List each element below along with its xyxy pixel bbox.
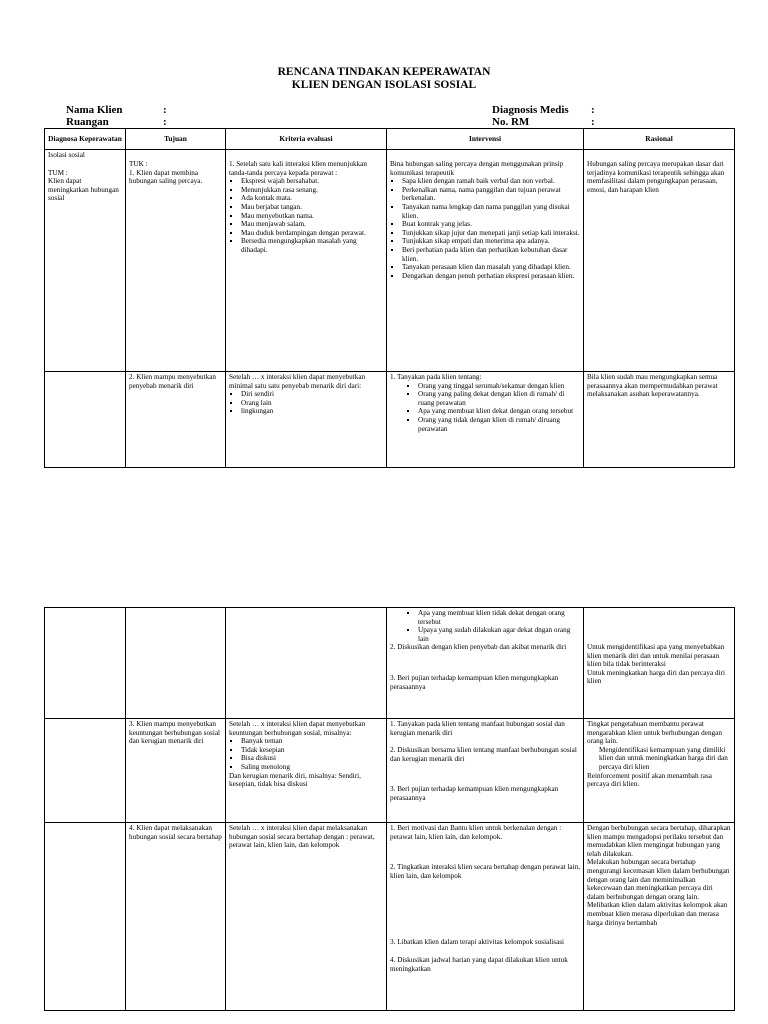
table-row	[45, 608, 735, 719]
list-item: ▪ Tidak kesepian	[241, 746, 383, 755]
kriteria-list	[229, 737, 383, 771]
spacer	[129, 151, 222, 160]
list-item: ▪ Tanyakan perasaan klien dan masalah yang dihadapi klien.	[402, 263, 580, 272]
diagnosa-text: Isolasi sosial	[48, 151, 85, 159]
intervensi-step: 3. Beri pujian terhadap kemampuan klien mengungkapkan perasaannya	[390, 673, 559, 691]
label-nama-klien: Nama Klien	[66, 104, 123, 116]
list-item: ▪ Upaya yang sudah dilakukan agar dekat dngan orang lain	[418, 626, 580, 643]
spacer	[390, 737, 580, 746]
list-item: ▪ Tunjukkan sikap empati dan menerima apa adanya.	[402, 237, 580, 246]
list-item: ▪ Bisa diskusi	[241, 754, 383, 763]
list-item: ▪ Bersedia mengungkapkan masalah yang dihadapi.	[241, 237, 383, 254]
tum-text: Klien dapat meningkatkan hubungan sosial	[48, 177, 119, 203]
rasional-text: Hubungan saling percaya merupakan dasar dari terjadinya komunikasi terapeutik sehingga akan memfasilitasi dalam pengungkapan perasaan, emosi, dan harapan klien	[587, 160, 725, 194]
rasional-cell	[584, 372, 735, 468]
list-item: ▪ Orang yang tidak dengan klien di rumah/ diruang perawatan	[418, 416, 580, 433]
list-item: ▪ Beri perhatian pada klien dan perhatikan kebutuhan dasar klien.	[402, 246, 580, 263]
header-tujuan: Tujuan	[126, 129, 226, 150]
list-item: ▪ Orang lain	[241, 399, 383, 408]
tuk-label: TUK :	[129, 160, 148, 168]
intervensi-cell	[387, 372, 584, 468]
kriteria-cell	[226, 823, 387, 1011]
list-item: ▪ Orang yang paling dekat dengan klien di rumah/ di ruang perawatan	[418, 390, 580, 407]
table-row	[45, 719, 735, 823]
rasional-text: Bila klien sudah mau mengungkapkan semua perasaannya akan mempermudahkan perawat melaksanakan asuhan keperawatannya.	[587, 373, 718, 399]
intervensi-step: 4. Diskusikan jadwal harian yang dapat dilakukan klien untuk meningkatkan	[390, 955, 568, 973]
tujuan-text: 3. Klien mampu menyebutkan keuntungan berhubungan sosial dan kerugian menarik diri	[129, 720, 221, 746]
list-item: ▪ Diri sendiri	[241, 390, 383, 399]
spacer	[390, 763, 580, 785]
intervensi-step: 3. Libatkan klien dalam terapi aktivitas kelompok sosialisasi	[390, 938, 565, 947]
intervensi-step: 1. Beri motivasi dan Bantu klien untuk berkenalan dengan : perawat lain, klien lain, dan kelompok.	[390, 824, 562, 841]
kriteria-text: Setelah … x interaksi klien dapat melaksanakan hubungan sosial secara bertahap dengan : perawat, perawat lain, klien lain, dan kelompok	[229, 824, 375, 850]
intervensi-cell	[387, 719, 584, 823]
list-item: ▪ Buat kontrak yang jelas.	[402, 220, 580, 229]
rasional-text: Untuk meningkatkan harga diri dan percaya diri klien	[587, 668, 725, 686]
list-item: ▪ Mau duduk berdampingan dengan perawat.	[241, 229, 383, 238]
kriteria-cell	[226, 372, 387, 468]
rasional-text: Reinforcement positif akan menambah rasa percaya diri klien.	[587, 771, 712, 789]
rasional-cell	[584, 150, 735, 372]
list-item: ▪ Apa yang membuat klien dekat dengan orang tersebut	[418, 407, 580, 416]
spacer	[390, 947, 580, 956]
list-item: ▪ Mau menjawab salam.	[241, 220, 383, 229]
list-item: ▪ Apa yang membuat klien tidak dekat dengan orang tersebut	[418, 609, 580, 626]
tujuan-cell	[126, 608, 226, 719]
table-row	[45, 823, 735, 1011]
table-row	[45, 372, 735, 468]
spacer	[390, 652, 580, 674]
intervensi-cell	[387, 150, 584, 372]
care-plan-table-page1	[44, 128, 735, 468]
intervensi-step: 2. Tingkatkan interaksi klien secara bertahap dengan perawat lain, klien lain, dan kelompok	[390, 863, 581, 880]
table-header-row	[45, 129, 735, 150]
rasional-cell	[584, 719, 735, 823]
rasional-text: Melibatkan klien dalam aktivitas kelompok akan membuat klien merasa diperlukan dan merasa harga dirinya bertambah	[587, 901, 728, 927]
colon: :	[591, 116, 595, 128]
spacer	[390, 151, 580, 160]
list-item: ▪ Mau berjabat tangan.	[241, 203, 383, 212]
diagnosa-cell	[45, 608, 126, 719]
list-item: ▪ Saling menolong	[241, 763, 383, 772]
rasional-cell	[584, 823, 735, 1011]
kriteria-outro: Dan kerugian menarik diri, misalnya: Sendiri, kesepian, tidak bisa diskusi	[229, 771, 361, 789]
diagnosa-cell	[45, 823, 126, 1011]
kriteria-intro: Setelah … x interaksi klien dapat menyebutkan keuntungan berhubungan sosial, misalnya:	[229, 720, 366, 737]
diagnosa-cell	[45, 372, 126, 468]
table-row	[45, 150, 735, 372]
intervensi-list	[390, 177, 580, 280]
kriteria-list	[229, 390, 383, 416]
spacer	[587, 151, 731, 160]
tujuan-cell	[126, 719, 226, 823]
tujuan-text: 2. Klien mampu menyebutkan penyebab menarik diri	[129, 373, 217, 390]
tum-label: TUM :	[48, 168, 68, 177]
colon: :	[591, 104, 595, 116]
list-item: ▪ Perkenalkan nama, nama panggilan dan tujuan perawat berkenalan.	[402, 186, 580, 203]
list-item: ▪ Menunjukkan rasa senang.	[241, 186, 383, 195]
label-diagnosis-medis: Diagnosis Medis	[492, 104, 569, 116]
intervensi-list	[390, 382, 580, 434]
intervensi-intro: 1. Tanyakan pada klien tentang:	[390, 373, 482, 381]
intervensi-step: 2. Diskusikan dengan klien penyebab dan akibat menarik diri	[390, 643, 567, 652]
diagnosa-cell	[45, 150, 126, 372]
kriteria-cell	[226, 608, 387, 719]
spacer	[390, 841, 580, 863]
header-kriteria: Kriteria evaluasi	[226, 129, 387, 150]
label-no-rm: No. RM	[492, 116, 530, 128]
rasional-text: Tingkat pengetahuan membantu perawat mengarahkan klien untuk berhubungan dengan orang lain.	[587, 720, 722, 746]
document-title: RENCANA TINDAKAN KEPERAWATAN	[277, 66, 491, 78]
spacer	[48, 160, 122, 169]
document-subtitle: KLIEN DENGAN ISOLASI SOSIAL	[291, 79, 477, 91]
list-item: ▪ Ekspresi wajah bersahabat.	[241, 177, 383, 186]
header-intervensi: Intervensi	[387, 129, 584, 150]
list-item: ▪ Dengarkan dengan penuh perhatian ekspresi perasaan klien.	[402, 272, 580, 281]
list-item: ▪ Orang yang tinggal serumah/sekamar dengan klien	[418, 382, 580, 391]
care-plan-table-page2	[44, 607, 735, 1011]
kriteria-intro: 1. Setelah satu kali interaksi klien menunjukkan tanda-tanda percaya kepada perawat :	[229, 160, 367, 177]
kriteria-intro: Setelah … x interaksi klien dapat menyebutkan minimal satu satu penyebab menarik diri dari:	[229, 373, 366, 390]
tujuan-cell	[126, 150, 226, 372]
kriteria-list	[229, 177, 383, 254]
intervensi-cell	[387, 608, 584, 719]
rasional-text: Untuk mengidentifikasi apa yang menyebabkan klien menarik diri dan untuk menilai perasaan klien bila tidak berinteraksi	[587, 643, 725, 669]
spacer	[229, 151, 383, 160]
list-item: ▪ Mau menyebutkan nama.	[241, 212, 383, 221]
intervensi-step: 2. Diskusikan bersama klien tentang manfaat berhubungan sosial dan kerugian menarik diri	[390, 746, 577, 763]
tujuan-cell	[126, 823, 226, 1011]
rasional-cell	[584, 608, 735, 719]
intervensi-intro: Bina hubungan saling percaya dengan menggunakan prinsip komunikasi terapeutik	[390, 160, 564, 177]
header-rasional: Rasional	[584, 129, 735, 150]
rasional-text: Dengan berhubungan secara bertahap, diharapkan klien mampu mengadopsi perilaku tersebut dan memudahkan klien mengingat hubungan yang telah dilakukan.	[587, 824, 731, 858]
list-item: ▪ Tanyakan nama lengkap dan nama panggilan yang disukai klien.	[402, 203, 580, 220]
label-ruangan: Ruangan	[66, 116, 109, 128]
intervensi-cell	[387, 823, 584, 1011]
intervensi-list	[390, 609, 580, 643]
tujuan-text: 1. Klien dapat membina hubungan saling percaya.	[129, 168, 203, 186]
diagnosa-cell	[45, 719, 126, 823]
list-item: ▪ Sapa klien dengan ramah baik verbal dan non verbal.	[402, 177, 580, 186]
tujuan-text: 4. Klien dapat melaksanakan hubungan sosial secara bertahap	[129, 824, 222, 841]
list-item: ▪ Ada kontak mata.	[241, 194, 383, 203]
list-item: ▪ lingkungan	[241, 407, 383, 416]
spacer	[390, 880, 580, 938]
intervensi-step: 1. Tanyakan pada klien tentang manfaat hubungan sosial dan kerugian menarik diri	[390, 720, 565, 737]
colon: :	[163, 116, 167, 128]
rasional-text: Mengidentifikasi kemampuan yang dimiliki klien dan untuk meningkatkan harga diri dan percaya diri klien	[599, 745, 728, 771]
tujuan-cell	[126, 372, 226, 468]
spacer	[587, 609, 731, 643]
list-item: ▪ Banyak teman	[241, 737, 383, 746]
kriteria-cell	[226, 150, 387, 372]
header-diagnosa: Diagnosa Keperawatan	[45, 129, 126, 150]
list-item: ▪ Tunjukkan sikap jujur dan menepati janji setiap kali interaksi.	[402, 229, 580, 238]
colon: :	[163, 104, 167, 116]
intervensi-step: 3. Beri pujian terhadap kemampuan klien mengungkapkan perasaannya	[390, 785, 559, 802]
kriteria-cell	[226, 719, 387, 823]
rasional-text: Melakukan hubungan secara bertahap mengurangi kecemasan klien dalam berhubungan dengan orang lain dan meminimalkan kekecewaan dan meningkatkan percaya diri dalam berhubungan dengan orang lain.	[587, 858, 730, 901]
